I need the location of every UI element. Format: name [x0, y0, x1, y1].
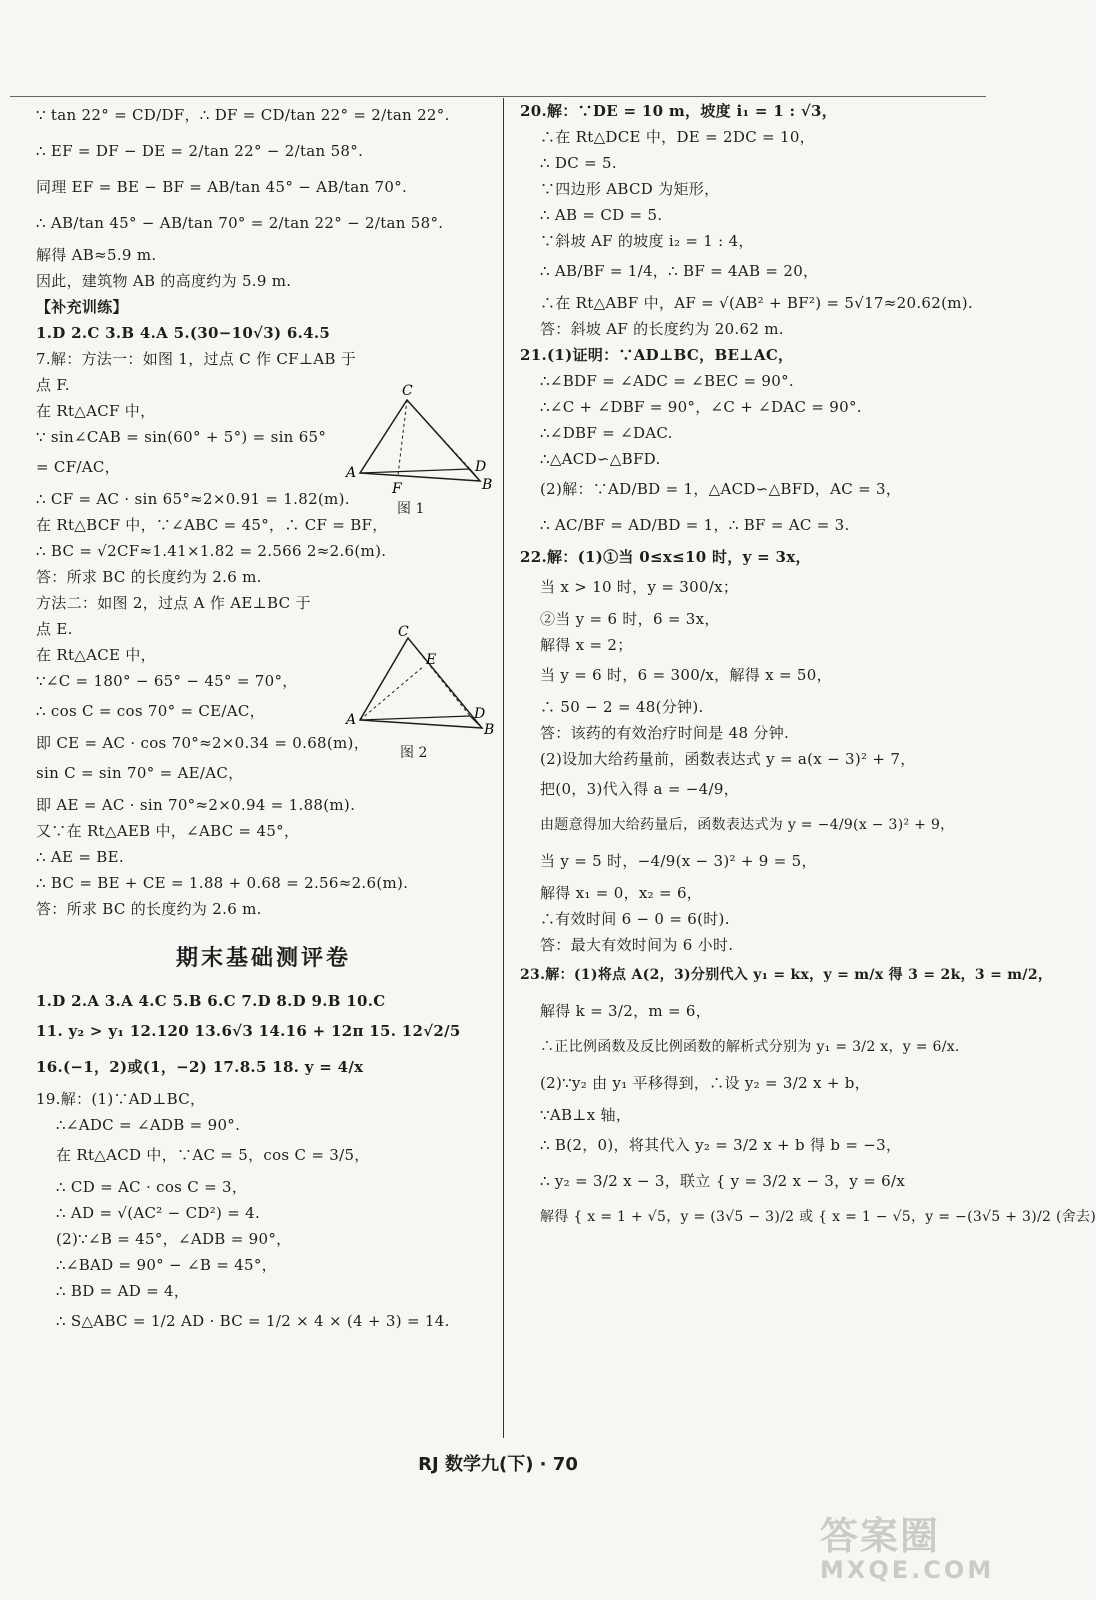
figure-label: D	[474, 706, 486, 722]
figure-label: B	[482, 477, 493, 493]
figure-label: A	[346, 465, 357, 481]
solution-line: ∴∠DBF = ∠DAC.	[540, 424, 673, 442]
answer-line: 1.D 2.C 3.B 4.A 5.(30−10√3) 6.4.5	[36, 324, 331, 342]
solution-line: ∵ sin∠CAB = sin(60° + 5°) = sin 65°	[36, 428, 327, 446]
solution-line: ②当 y = 6 时，6 = 3x，	[540, 610, 720, 628]
solution-line: 即 CE = AC · cos 70°≈2×0.34 = 0.68(m)，	[36, 734, 370, 752]
solution-line: ∴ BD = AD = 4，	[56, 1282, 190, 1300]
solution-line: 解得 k = 3/2，m = 6，	[540, 1002, 712, 1020]
solution-line: 又∵在 Rt△AEB 中，∠ABC = 45°，	[36, 822, 300, 840]
watermark-text: 答案圈	[820, 1514, 941, 1558]
top-rule	[10, 96, 986, 97]
solution-line: 21.(1)证明：∵AD⊥BC，BE⊥AC，	[520, 346, 794, 364]
solution-line: 当 y = 5 时，−4/9(x − 3)² + 9 = 5，	[540, 852, 817, 870]
solution-line: 方法二：如图 2，过点 A 作 AE⊥BC 于	[36, 594, 311, 612]
solution-line: ∴ BC = BE + CE = 1.88 + 0.68 = 2.56≈2.6(m).	[36, 874, 409, 892]
solution-line: 解得 { x = 1 + √5，y = (3√5 − 3)/2 或 { x = 1 − √5，y = −(3√5 + 3)/2 (舍去)	[540, 1209, 1096, 1225]
figure-label: F	[392, 481, 402, 497]
solution-line: 由题意得加大给药量后，函数表达式为 y = −4/9(x − 3)² + 9，	[540, 817, 955, 833]
solution-line: 23.解：(1)将点 A(2，3)分别代入 y₁ = kx，y = m/x 得 3 = 2k，3 = m/2，	[520, 967, 1053, 983]
solution-line: ∵四边形 ABCD 为矩形，	[540, 180, 720, 198]
solution-line: ∴ cos C = cos 70° = CE/AC，	[36, 702, 265, 720]
solution-line: 在 Rt△BCF 中，∵∠ABC = 45°，∴ CF = BF，	[36, 516, 388, 534]
solution-line: ∴ CF = AC · sin 65°≈2×0.91 = 1.82(m).	[36, 490, 350, 508]
solution-line: 在 Rt△ACE 中，	[36, 646, 156, 664]
solution-line: (2)∵∠B = 45°，∠ADB = 90°，	[56, 1230, 292, 1248]
column-divider	[503, 98, 504, 1438]
solution-line: 答：斜坡 AF 的长度约为 20.62 m.	[540, 320, 784, 338]
solution-line: 答：最大有效时间为 6 小时.	[540, 936, 734, 954]
watermark-url: MXQE.COM	[820, 1556, 995, 1584]
solution-line: 即 AE = AC · sin 70°≈2×0.94 = 1.88(m).	[36, 796, 356, 814]
figure-2-caption: 图 2	[400, 745, 428, 761]
solution-line: 19.解：(1)∵AD⊥BC，	[36, 1090, 206, 1108]
answer-line: 1.D 2.A 3.A 4.C 5.B 6.C 7.D 8.D 9.B 10.C	[36, 992, 386, 1010]
figure-label: C	[402, 383, 413, 399]
solution-line: 在 Rt△ACF 中，	[36, 402, 156, 420]
watermark-logo	[820, 1505, 995, 1590]
solution-line: ∴ AB/tan 45° − AB/tan 70° = 2/tan 22° − 2/tan 58°.	[36, 214, 444, 232]
solution-line: ∴ y₂ = 3/2 x − 3，联立 { y = 3/2 x − 3，y = 6/x	[540, 1172, 906, 1190]
solution-line: 7.解：方法一：如图 1，过点 C 作 CF⊥AB 于	[36, 350, 357, 368]
figure-1-triangle	[340, 385, 500, 495]
figure-label: C	[398, 624, 409, 640]
solution-line: 答：所求 BC 的长度约为 2.6 m.	[36, 900, 262, 918]
solution-line: ∵斜坡 AF 的坡度 i₂ = 1 : 4，	[540, 232, 754, 250]
solution-line: ∴在 Rt△ABF 中，AF = √(AB² + BF²) = 5√17≈20.62(m).	[540, 294, 973, 312]
solution-line: 把(0，3)代入得 a = −4/9，	[540, 780, 740, 798]
figure-label: D	[475, 459, 487, 475]
solution-line: ∴ S△ABC = 1/2 AD · BC = 1/2 × 4 × (4 + 3) = 14.	[56, 1312, 450, 1330]
solution-line: 因此，建筑物 AB 的高度约为 5.9 m.	[36, 272, 292, 290]
solution-line: 点 F.	[36, 376, 70, 394]
solution-line: ∵ tan 22° = CD/DF，∴ DF = CD/tan 22° = 2/tan 22°.	[36, 106, 450, 124]
solution-line: ∴ DC = 5.	[540, 154, 617, 172]
solution-line: ∴ CD = AC · cos C = 3，	[56, 1178, 248, 1196]
solution-line: 点 E.	[36, 620, 73, 638]
solution-line: ∴ EF = DF − DE = 2/tan 22° − 2/tan 58°.	[36, 142, 364, 160]
solution-line: ∴∠C + ∠DBF = 90°，∠C + ∠DAC = 90°.	[540, 398, 862, 416]
solution-line: (2)解：∵AD/BD = 1，△ACD∽△BFD，AC = 3，	[540, 480, 902, 498]
solution-line: ∴ B(2，0)，将其代入 y₂ = 3/2 x + b 得 b = −3，	[540, 1136, 902, 1154]
figure-2-triangle	[340, 622, 500, 742]
right-column	[520, 100, 1096, 1238]
solution-line: ∴∠ADC = ∠ADB = 90°.	[56, 1116, 241, 1134]
section-title: 期末基础测评卷	[175, 946, 351, 971]
solution-line: ∴ AC/BF = AD/BD = 1，∴ BF = AC = 3.	[540, 516, 850, 534]
solution-line: ∵∠C = 180° − 65° − 45° = 70°，	[36, 672, 298, 690]
solution-line: ∴△ACD∽△BFD.	[540, 450, 661, 468]
page-footer: RJ 数学九(下) · 70	[418, 1454, 578, 1475]
figure-label: E	[426, 652, 437, 668]
solution-line: 同理 EF = BE − BF = AB/tan 45° − AB/tan 70°.	[36, 178, 408, 196]
solution-line: ∴ 50 − 2 = 48(分钟).	[540, 698, 704, 716]
solution-line: (2)设加大给药量前，函数表达式 y = a(x − 3)² + 7，	[540, 750, 916, 768]
solution-line: 22.解：(1)①当 0≤x≤10 时，y = 3x，	[520, 548, 811, 566]
supplement-heading: 【补充训练】	[36, 298, 128, 316]
solution-line: ∴正比例函数及反比例函数的解析式分别为 y₁ = 3/2 x，y = 6/x.	[540, 1039, 960, 1055]
solution-line: 解得 x = 2；	[540, 636, 633, 654]
solution-line: sin C = sin 70° = AE/AC，	[36, 764, 244, 782]
solution-line: 当 y = 6 时，6 = 300/x，解得 x = 50，	[540, 666, 832, 684]
solution-line: 20.解：∵DE = 10 m，坡度 i₁ = 1 : √3，	[520, 102, 838, 120]
solution-line: ∴ AD = √(AC² − CD²) = 4.	[56, 1204, 261, 1222]
solution-line: 答：该药的有效治疗时间是 48 分钟.	[540, 724, 790, 742]
figure-1-caption: 图 1	[397, 501, 425, 517]
solution-line: 答：所求 BC 的长度约为 2.6 m.	[36, 568, 262, 586]
solution-line: ∴ BC = √2CF≈1.41×1.82 = 2.566 2≈2.6(m).	[36, 542, 387, 560]
solution-line: ∴∠BDF = ∠ADC = ∠BEC = 90°.	[540, 372, 794, 390]
answer-line: 16.(−1，2)或(1，−2) 17.8.5 18. y = 4/x	[36, 1058, 364, 1076]
solution-line: ∵AB⊥x 轴，	[540, 1106, 632, 1124]
solution-line: = CF/AC，	[36, 458, 120, 476]
solution-line: ∴有效时间 6 − 0 = 6(时).	[540, 910, 730, 928]
figure-label: A	[346, 712, 357, 728]
solution-line: ∴∠BAD = 90° − ∠B = 45°，	[56, 1256, 277, 1274]
solution-line: (2)∵y₂ 由 y₁ 平移得到，∴设 y₂ = 3/2 x + b，	[540, 1074, 871, 1092]
figure-label: B	[484, 722, 495, 738]
solution-line: 解得 AB≈5.9 m.	[36, 246, 157, 264]
solution-line: ∴ AB = CD = 5.	[540, 206, 663, 224]
solution-line: 在 Rt△ACD 中，∵AC = 5，cos C = 3/5，	[56, 1146, 370, 1164]
solution-line: ∴ AB/BF = 1/4，∴ BF = 4AB = 20，	[540, 262, 819, 280]
solution-line: ∴在 Rt△DCE 中，DE = 2DC = 10，	[540, 128, 815, 146]
solution-line: ∴ AE = BE.	[36, 848, 124, 866]
solution-line: 当 x > 10 时，y = 300/x；	[540, 578, 739, 596]
solution-line: 解得 x₁ = 0，x₂ = 6，	[540, 884, 703, 902]
answer-line: 11. y₂ > y₁ 12.120 13.6√3 14.16 + 12π 15. 12√2/5	[36, 1022, 461, 1040]
